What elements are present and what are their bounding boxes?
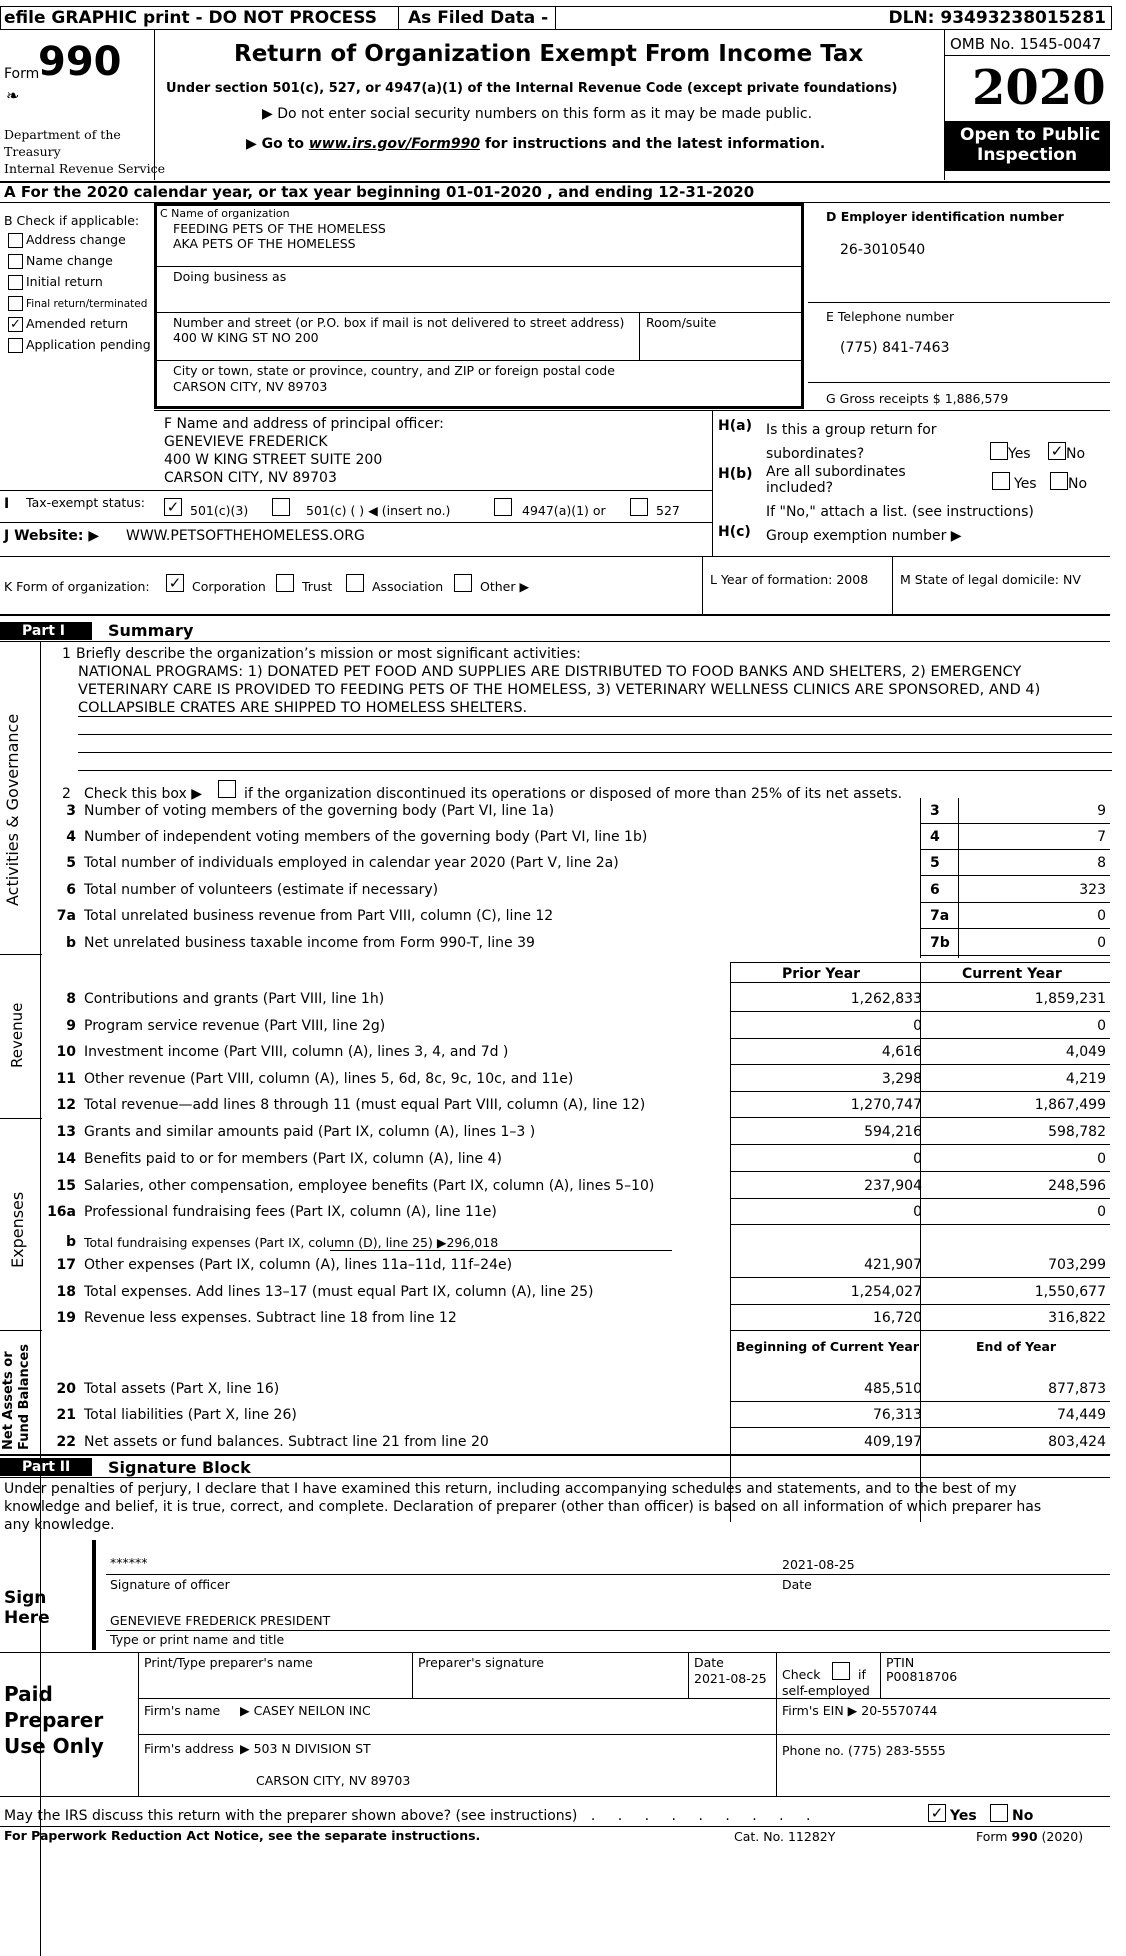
preparer-date-label: Date [694,1655,724,1670]
corporation-checkbox[interactable]: ✓ [166,574,184,592]
revenue-line-num: 8 [66,991,76,1007]
dept-line3: Internal Revenue Service [4,161,165,176]
perjury-line3: any knowledge. [4,1517,115,1533]
gov-line-box: 7b [930,935,950,951]
gov-line-num: 7a [56,908,76,924]
paid-label: Paid [4,1682,53,1706]
filed-label: As Filed Data - [408,8,549,28]
net-asset-line-prior[interactable]: 485,510 [864,1381,922,1397]
revenue-line-current[interactable]: 0 [1097,1018,1106,1034]
firm-address-line1[interactable]: ▶ 503 N DIVISION ST [240,1741,371,1756]
signature-date[interactable]: 2021-08-25 [782,1557,855,1572]
form-word: Form [4,66,40,82]
open-public-label: Open to Public [960,125,1101,145]
expense-line-text: Other expenses (Part IX, column (A), lines 11a–11d, 11f–24e) [84,1257,513,1273]
net-asset-line-prior[interactable]: 76,313 [873,1407,922,1423]
net-asset-line-current[interactable]: 74,449 [1057,1407,1106,1423]
gov-line-value[interactable]: 0 [1097,908,1106,924]
gov-line-text: Total unrelated business revenue from Part VIII, column (C), line 12 [84,908,554,924]
expense-line-text: Revenue less expenses. Subtract line 18 from line 12 [84,1310,457,1326]
part2-tag: Part II [0,1458,92,1476]
gov-line-num: 5 [66,855,76,871]
irs-link-notice: ▶ Go to www.irs.gov/Form990 for instructions and the latest information. [246,136,826,152]
gov-line-box: 3 [930,803,940,819]
expense-line-prior[interactable]: 594,216 [864,1124,922,1140]
discuss-no-label: No [1012,1808,1034,1824]
use-only-label: Use Only [4,1734,104,1758]
city-label: City or town, state or province, country, and ZIP or foreign postal code [173,363,615,378]
name-change-checkbox[interactable] [8,254,23,269]
expense-line-current[interactable]: 703,299 [1048,1257,1106,1273]
line-a: A For the 2020 calendar year, or tax year beginning 01-01-2020 , and ending 12-31-2020 [4,183,755,201]
corporation-label: Corporation [192,579,266,594]
irs-link[interactable]: www.irs.gov/Form990 [308,136,481,152]
principal-officer-line1[interactable]: GENEVIEVE FREDERICK [164,434,328,450]
part2-title: Signature Block [108,1458,251,1477]
4947-checkbox[interactable] [494,498,512,516]
part1-title: Summary [108,621,194,640]
net-asset-line-num: 21 [56,1407,76,1423]
signature-officer-label: Signature of officer [110,1577,230,1592]
expense-line-num: 15 [56,1178,76,1194]
ha-yes-checkbox[interactable] [990,442,1008,460]
col-current-year: Current Year [962,966,1062,982]
other-label: Other ▶ [480,579,530,594]
i-label: I [4,496,10,512]
phone-label: E Telephone number [826,309,955,324]
amended-return-checkbox[interactable]: ✓ [8,317,23,332]
org-name-label: C Name of organization [160,207,290,220]
state-domicile[interactable]: M State of legal domicile: NV [900,572,1081,587]
ptin-label: PTIN [886,1655,915,1670]
expense-line-text: Salaries, other compensation, employee benefits (Part IX, column (A), lines 5–10) [84,1178,655,1194]
net-asset-line-text: Net assets or fund balances. Subtract line 21 from line 20 [84,1434,489,1450]
other-checkbox[interactable] [454,574,472,592]
year-formation[interactable]: L Year of formation: 2008 [710,572,869,587]
firm-name-label: Firm's name [144,1703,221,1718]
firm-name[interactable]: ▶ CASEY NEILON INC [240,1703,371,1718]
revenue-line-num: 11 [56,1071,76,1087]
dba-label: Doing business as [173,269,287,284]
part1-tag: Part I [0,622,92,640]
association-checkbox[interactable] [346,574,364,592]
gov-line-text: Net unrelated business taxable income from Form 990-T, line 39 [84,935,535,951]
application-pending-checkbox[interactable] [8,338,23,353]
gov-line-value[interactable]: 323 [1079,882,1106,898]
501c-label: 501(c) ( ) ◀ (insert no.) [306,503,451,518]
street-label: Number and street (or P.O. box if mail is not delivered to street address) [173,315,625,330]
line2-num: 2 [62,786,71,802]
check-label: Check [782,1667,821,1682]
form-symbol-icon: ❧ [6,86,20,105]
perjury-line1: Under penalties of perjury, I declare that I have examined this return, including accompanying schedules and statements, and to the best of my [4,1481,1017,1497]
revenue-line-prior[interactable]: 4,616 [881,1044,922,1060]
501c3-label: 501(c)(3) [190,503,249,518]
name-change-label: Name change [26,253,113,268]
footer-cat: Cat. No. 11282Y [734,1829,836,1844]
mission-line3[interactable]: COLLAPSIBLE CRATES ARE SHIPPED TO HOMELESS SHELTERS. [78,700,528,716]
4947-label: 4947(a)(1) or [522,503,606,518]
hc-text: Group exemption number ▶ [766,528,962,544]
expense-line-current[interactable]: 1,550,677 [1034,1284,1106,1300]
gov-line-value[interactable]: 8 [1097,855,1106,871]
trust-label: Trust [302,579,333,594]
gov-line-num: b [65,935,76,951]
revenue-line-text: Other revenue (Part VIII, column (A), lines 5, 6d, 8c, 9c, 10c, and 11e) [84,1071,574,1087]
form-of-org-label: K Form of organization: [4,579,150,594]
net-asset-line-text: Total liabilities (Part X, line 26) [84,1407,297,1423]
hb-note: If "No," attach a list. (see instructions) [766,504,1034,520]
footer-form: Form 990 (2020) [976,1829,1084,1844]
gov-line-value[interactable]: 9 [1097,803,1106,819]
expense-line-text: Benefits paid to or for members (Part IX, column (A), line 4) [84,1151,502,1167]
revenue-line-prior[interactable]: 1,262,833 [850,991,922,1007]
expense-line-current[interactable]: 598,782 [1048,1124,1106,1140]
gov-line-value[interactable]: 7 [1097,829,1106,845]
revenue-line-num: 10 [56,1044,76,1060]
hb-label: H(b) [718,466,753,482]
principal-officer-line3[interactable]: CARSON CITY, NV 89703 [164,470,337,486]
expense-line-num: 13 [56,1124,76,1140]
net-asset-line-num: 20 [56,1381,76,1397]
revenue-line-current[interactable]: 1,867,499 [1034,1097,1106,1113]
inspection-label: Inspection [977,145,1078,165]
ha-no-label: No [1066,446,1086,462]
527-checkbox[interactable] [630,498,648,516]
gov-line-num: 3 [66,803,76,819]
self-employed-checkbox[interactable] [832,1662,850,1680]
expense-line-prior[interactable]: 421,907 [864,1257,922,1273]
tax-year: 2020 [972,60,1106,116]
officer-name-title[interactable]: GENEVIEVE FREDERICK PRESIDENT [110,1613,331,1628]
discuss-question: May the IRS discuss this return with the preparer shown above? (see instructions) . . . . . . . . . [4,1808,820,1824]
org-name-line1[interactable]: FEEDING PETS OF THE HOMELESS [173,221,386,236]
501c-checkbox[interactable] [272,498,290,516]
net-asset-line-text: Total assets (Part X, line 16) [84,1381,280,1397]
gov-line-text: Number of independent voting members of the governing body (Part VI, line 1b) [84,829,648,845]
gov-line-text: Total number of individuals employed in calendar year 2020 (Part V, line 2a) [84,855,619,871]
expense-line-current[interactable]: 248,596 [1048,1178,1106,1194]
ptin-value[interactable]: P00818706 [886,1669,958,1684]
final-return-label: Final return/terminated [26,298,148,310]
gov-line-num: 6 [66,882,76,898]
net-asset-line-current[interactable]: 877,873 [1048,1381,1106,1397]
hb-text1: Are all subordinates [766,464,906,480]
discontinued-checkbox[interactable] [218,780,236,798]
discuss-no-checkbox[interactable] [990,1804,1008,1822]
dept-line2: Treasury [4,144,61,159]
line1-text: Briefly describe the organization’s mission or most significant activities: [76,646,581,662]
hc-label: H(c) [718,524,751,540]
efile-label: efile GRAPHIC print - DO NOT PROCESS [4,8,378,28]
expense-line-num: 16a [47,1204,76,1220]
col-begin-year: Beginning of Current Year [736,1339,919,1354]
line2-text-a: Check this box ▶ [84,786,203,802]
amended-return-label: Amended return [26,316,129,331]
trust-checkbox[interactable] [276,574,294,592]
expense-line-prior[interactable]: 0 [913,1204,922,1220]
expense-line-prior[interactable]: 237,904 [864,1178,922,1194]
revenue-line-num: 9 [66,1018,76,1034]
revenue-line-text: Investment income (Part VIII, column (A), lines 3, 4, and 7d ) [84,1044,509,1060]
here-label: Here [4,1608,50,1628]
hb-no-checkbox[interactable] [1050,472,1068,490]
signature-date-label: Date [782,1577,812,1592]
section-b-label: B Check if applicable: [4,213,140,228]
revenue-line-num: 12 [56,1097,76,1113]
hb-yes-label: Yes [1014,476,1037,492]
ha-yes-label: Yes [1008,446,1031,462]
expense-line-current[interactable]: 316,822 [1048,1310,1106,1326]
hb-text2: included? [766,480,834,496]
preparer-signature-label: Preparer's signature [418,1655,544,1670]
side-label-fund-balances: Fund Balances [17,1344,32,1450]
self-employed-label: self-employed [782,1683,870,1698]
dln: DLN: 93493238015281 [888,8,1106,28]
side-label-expenses: Expenses [8,1191,27,1268]
expense-line-prior[interactable]: 0 [913,1151,922,1167]
sign-label: Sign [4,1588,47,1608]
line2-text-b: if the organization discontinued its operations or disposed of more than 25% of its net assets. [244,786,903,802]
expense-line-prior[interactable]: 1,254,027 [850,1284,922,1300]
firm-phone[interactable]: Phone no. (775) 283-5555 [782,1743,946,1758]
application-pending-label: Application pending [26,337,151,352]
final-return-checkbox[interactable] [8,296,23,311]
ein-label: D Employer identification number [826,209,1064,224]
net-asset-line-current[interactable]: 803,424 [1048,1434,1106,1450]
revenue-line-text: Contributions and grants (Part VIII, line 1h) [84,991,385,1007]
gov-line-text: Number of voting members of the governing body (Part VI, line 1a) [84,803,555,819]
gov-line-num: 4 [66,829,76,845]
gross-receipts[interactable]: G Gross receipts $ 1,886,579 [826,391,1009,406]
tax-exempt-label: Tax-exempt status: [26,495,145,510]
net-asset-line-prior[interactable]: 409,197 [864,1434,922,1450]
street-value[interactable]: 400 W KING ST NO 200 [173,330,319,345]
net-asset-line-num: 22 [56,1434,76,1450]
revenue-line-current[interactable]: 4,049 [1065,1044,1106,1060]
expense-line-current[interactable]: 0 [1097,1151,1106,1167]
form-title: Return of Organization Exempt From Income Tax [234,41,864,67]
website-value[interactable]: WWW.PETSOFTHEHOMELESS.ORG [126,528,365,544]
association-label: Association [372,579,444,594]
hb-no-label: No [1068,476,1088,492]
preparer-label: Preparer [4,1708,104,1732]
firm-address-label: Firm's address [144,1741,234,1756]
expense-line-text: Total expenses. Add lines 13–17 (must equal Part IX, column (A), line 25) [84,1284,594,1300]
ha-label: H(a) [718,418,752,434]
ha-text2: subordinates? [766,446,865,462]
gov-line-value[interactable]: 0 [1097,935,1106,951]
gov-line-box: 4 [930,829,940,845]
footer-notice: For Paperwork Reduction Act Notice, see the separate instructions. [4,1828,481,1843]
line16b-text[interactable]: Total fundraising expenses (Part IX, column (D), line 25) ▶296,018 [84,1235,499,1250]
check-if-label: if [858,1667,866,1682]
preparer-name-label: Print/Type preparer's name [144,1655,313,1670]
preparer-date[interactable]: 2021-08-25 [694,1671,767,1686]
side-label-revenue: Revenue [8,1002,26,1068]
side-label-net-assets: Net Assets or [1,1351,16,1450]
address-change-label: Address change [26,232,126,247]
address-change-checkbox[interactable] [8,233,23,248]
revenue-line-text: Total revenue—add lines 8 through 11 (must equal Part VIII, column (A), line 12) [84,1097,646,1113]
omb-number: OMB No. 1545-0047 [950,35,1102,53]
dept-line1: Department of the [4,127,121,142]
officer-signature[interactable]: ****** [110,1555,148,1570]
gov-line-box: 7a [930,908,950,924]
discuss-yes-label: Yes [950,1808,977,1824]
website-label: J Website: ▶ [4,528,100,544]
phone-value[interactable]: (775) 841-7463 [840,340,950,356]
501c3-checkbox[interactable]: ✓ [164,498,182,516]
revenue-line-text: Program service revenue (Part VIII, line 2g) [84,1018,386,1034]
initial-return-checkbox[interactable] [8,275,23,290]
firm-ein[interactable]: Firm's EIN ▶ 20-5570744 [782,1703,938,1718]
name-title-label: Type or print name and title [110,1632,285,1647]
expense-line-text: Professional fundraising fees (Part IX, column (A), line 11e) [84,1204,497,1220]
hb-yes-checkbox[interactable] [992,472,1010,490]
revenue-line-prior[interactable]: 1,270,747 [850,1097,922,1113]
revenue-line-current[interactable]: 4,219 [1065,1071,1106,1087]
room-suite-label: Room/suite [646,315,717,330]
revenue-line-prior[interactable]: 0 [913,1018,922,1034]
expense-line-prior[interactable]: 16,720 [873,1310,922,1326]
initial-return-label: Initial return [26,274,103,289]
ssn-notice: ▶ Do not enter social security numbers on this form as it may be made public. [262,106,813,122]
discuss-yes-checkbox[interactable]: ✓ [928,1804,946,1822]
perjury-line2: knowledge and belief, it is true, correct, and complete. Declaration of preparer (other than officer) is based on all information of which preparer has [4,1499,1042,1515]
gov-line-text: Total number of volunteers (estimate if necessary) [84,882,439,898]
gov-line-box: 5 [930,855,940,871]
527-label: 527 [656,503,680,518]
expense-line-num: 14 [56,1151,76,1167]
expense-line-current[interactable]: 0 [1097,1204,1106,1220]
firm-address-line2[interactable]: CARSON CITY, NV 89703 [256,1773,411,1788]
revenue-line-current[interactable]: 1,859,231 [1034,991,1106,1007]
org-name-line2[interactable]: AKA PETS OF THE HOMELESS [173,236,356,251]
gov-line-box: 6 [930,882,940,898]
mission-line2[interactable]: VETERINARY CARE IS PROVIDED TO FEEDING PETS OF THE HOMELESS, 3) VETERINARY WELLNESS CLINICS ARE SPONSORED, AND 4) [78,682,1041,698]
expense-line-num: 19 [56,1310,76,1326]
revenue-line-prior[interactable]: 3,298 [881,1071,922,1087]
principal-officer-label: F Name and address of principal officer: [164,416,444,432]
principal-officer-line2[interactable]: 400 W KING STREET SUITE 200 [164,452,383,468]
line1-num: 1 [62,646,71,662]
col-prior-year: Prior Year [782,966,861,982]
ein-value[interactable]: 26-3010540 [840,242,926,258]
side-label-governance: Activities & Governance [3,713,22,906]
expense-line-num: 18 [56,1284,76,1300]
form-number: 990 [38,39,122,85]
mission-line1[interactable]: NATIONAL PROGRAMS: 1) DONATED PET FOOD AND SUPPLIES ARE DISTRIBUTED TO FOOD BANKS AND SHELTERS, 2) EMERGENCY [78,664,1022,680]
form-subtitle: Under section 501(c), 527, or 4947(a)(1) of the Internal Revenue Code (except private foundations) [166,81,898,96]
line16b-num: b [66,1234,77,1250]
col-end-year: End of Year [976,1339,1057,1354]
ha-no-checkbox[interactable]: ✓ [1048,442,1066,460]
expense-line-num: 17 [56,1257,76,1273]
expense-line-text: Grants and similar amounts paid (Part IX, column (A), lines 1–3 ) [84,1124,536,1140]
ha-text1: Is this a group return for [766,422,937,438]
city-value[interactable]: CARSON CITY, NV 89703 [173,379,328,394]
